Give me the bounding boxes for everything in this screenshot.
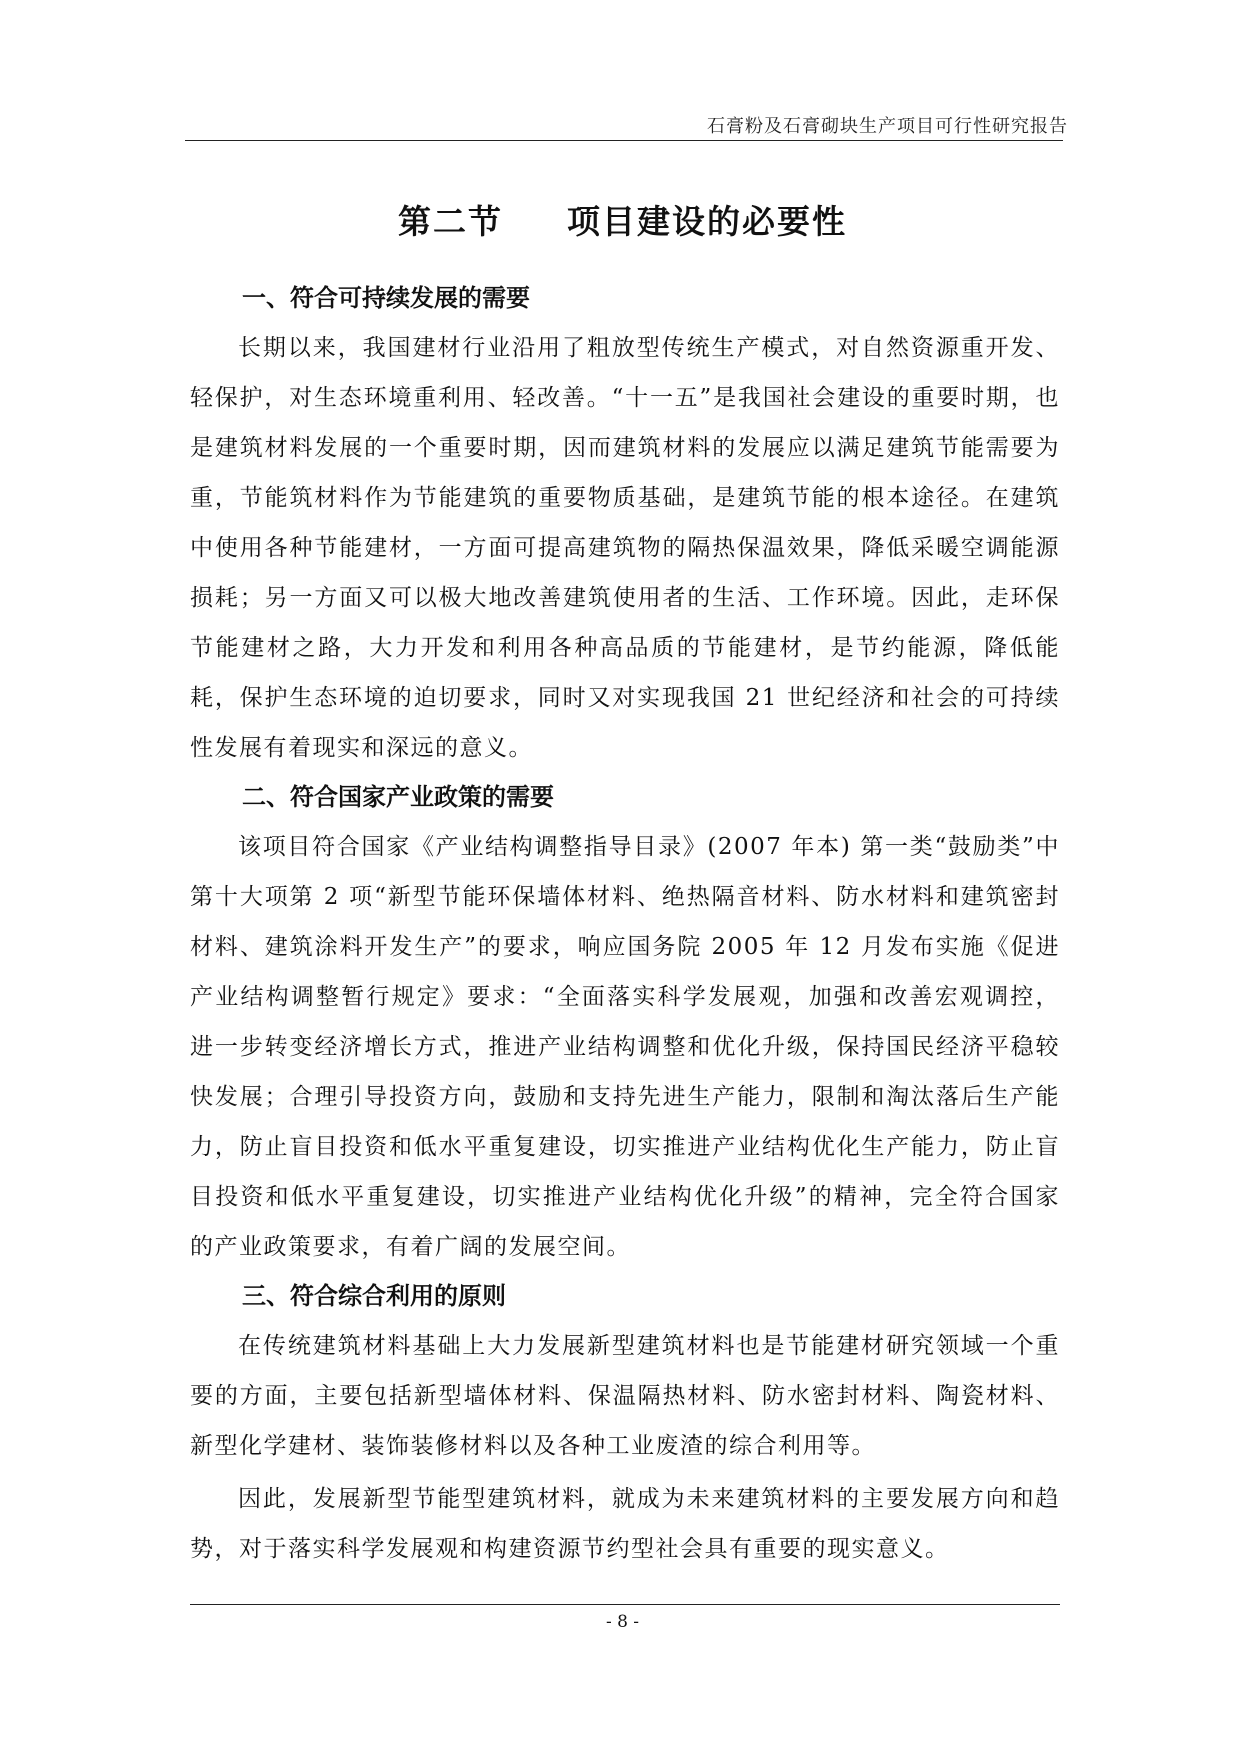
- section-heading: 项目建设的必要性: [567, 202, 847, 241]
- section-number: 第二节: [398, 202, 503, 241]
- paragraph: 因此，发展新型节能型建筑材料，就成为未来建筑材料的主要发展方向和趋势，对于落实科学发展观和构建资源节约型社会具有重要的现实意义。: [190, 1486, 1060, 1562]
- body-content: [190, 274, 1060, 1574]
- paragraph: 在传统建筑材料基础上大力发展新型建筑材料也是节能建材研究领域一个重要的方面，主要包括新型墙体材料、保温隔热材料、防水密封材料、陶瓷材料、新型化学建材、装饰装修材料以及各种工业废渣的综合利用等。: [190, 1333, 1060, 1459]
- running-header: 石膏粉及石膏砌块生产项目可行性研究报告: [707, 116, 1068, 137]
- paragraph: 长期以来，我国建材行业沿用了粗放型传统生产模式，对自然资源重开发、轻保护，对生态环境重利用、轻改善。“十一五”是我国社会建设的重要时期，也是建筑材料发展的一个重要时期，因而建筑材料的发展应以满足建筑节能需要为重，节能筑材料作为节能建筑的重要物质基础，是建筑节能的根本途径。在建筑中使用各种节能建材，一方面可提高建筑物的隔热保温效果，降低采暖空调能源损耗；另一方面又可以极大地改善建筑使用者的生活、工作环境。因此，走环保节能建材之路，大力开发和利用各种高品质的节能建材，是节约能源，降低能耗，保护生态环境的迫切要求，同时又对实现我国 21 世纪经济和社会的可持续性发展有着现实和深远的意义。: [190, 335, 1060, 761]
- subsection-heading-3: 三、符合综合利用的原则: [242, 1282, 506, 1310]
- section-title: [0, 196, 1245, 243]
- paragraph: 该项目符合国家《产业结构调整指导目录》(2007 年本) 第一类“鼓励类”中第十大项第 2 项“新型节能环保墙体材料、绝热隔音材料、防水材料和建筑密封材料、建筑涂料开发生产”的要求，响应国务院 2005 年 12 月发布实施《促进产业结构调整暂行规定》要求：“全面落实科学发展观，加强和改善宏观调控，进一步转变经济增长方式，推进产业结构调整和优化升级，保持国民经济平稳较快发展；合理引导投资方向，鼓励和支持先进生产能力，限制和淘汰落后生产能力，防止盲目投资和低水平重复建设，切实推进产业结构优化生产能力，防止盲目投资和低水平重复建设，切实推进产业结构优化升级”的精神，完全符合国家的产业政策要求，有着广阔的发展空间。: [190, 834, 1060, 1260]
- footer-divider: [190, 1604, 1060, 1605]
- header-divider: [185, 140, 1063, 141]
- page-number: - 8 -: [605, 1612, 640, 1632]
- subsection-heading-2: 二、符合国家产业政策的需要: [242, 783, 554, 811]
- subsection-heading-1: 一、符合可持续发展的需要: [242, 284, 530, 312]
